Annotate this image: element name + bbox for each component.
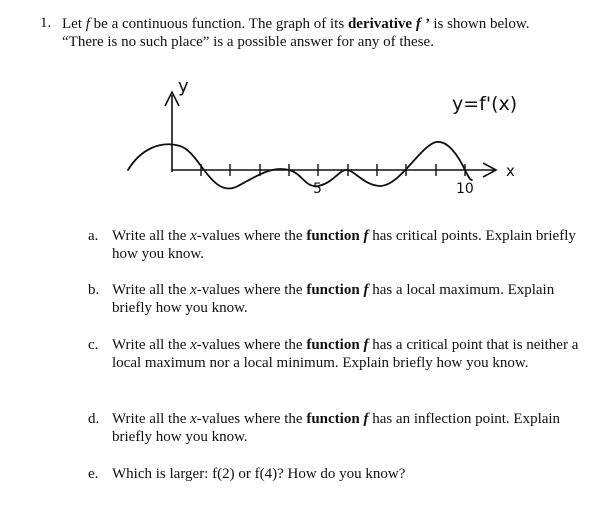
tick-label-5: 5 [313, 181, 322, 197]
f-prime: f ’ [415, 16, 430, 32]
x-axis-label: x [506, 162, 515, 180]
part-text: Write all the x-values where the function f has a critical point that is neither a local maximum nor a local minimum. Explain briefly how you know. [112, 337, 579, 371]
no-such-place-note: “There is no such place” is a possible answer for any of these. [62, 34, 434, 50]
intro-mid: be a continuous function. The graph of its [89, 16, 348, 32]
part-letter: b. [88, 282, 100, 298]
part-letter: e. [88, 466, 99, 482]
part-text: Which is larger: f(2) or f(4)? How do you know? [112, 466, 406, 482]
intro-pre: Let [62, 16, 86, 32]
part-text: Write all the x-values where the function f has critical points. Explain briefly how you know. [112, 228, 576, 262]
derivative-curve [128, 142, 472, 189]
function-f: f [85, 16, 90, 32]
intro-post: is shown below. [429, 16, 530, 32]
question-number: 1. [40, 15, 52, 31]
part-text: Write all the x-values where the function f has an inflection point. Explain briefly how you know. [112, 411, 561, 445]
part-letter: d. [88, 411, 100, 427]
part-letter: c. [88, 337, 99, 353]
curve-label: y=f'(x) [452, 93, 518, 115]
part-letter: a. [88, 228, 99, 244]
derivative-word: derivative [347, 16, 416, 32]
tick-label-10: 10 [456, 181, 474, 197]
y-axis-label: y [178, 76, 189, 97]
part-text: Write all the x-values where the function f has a local maximum. Explain briefly how you know. [112, 282, 555, 316]
